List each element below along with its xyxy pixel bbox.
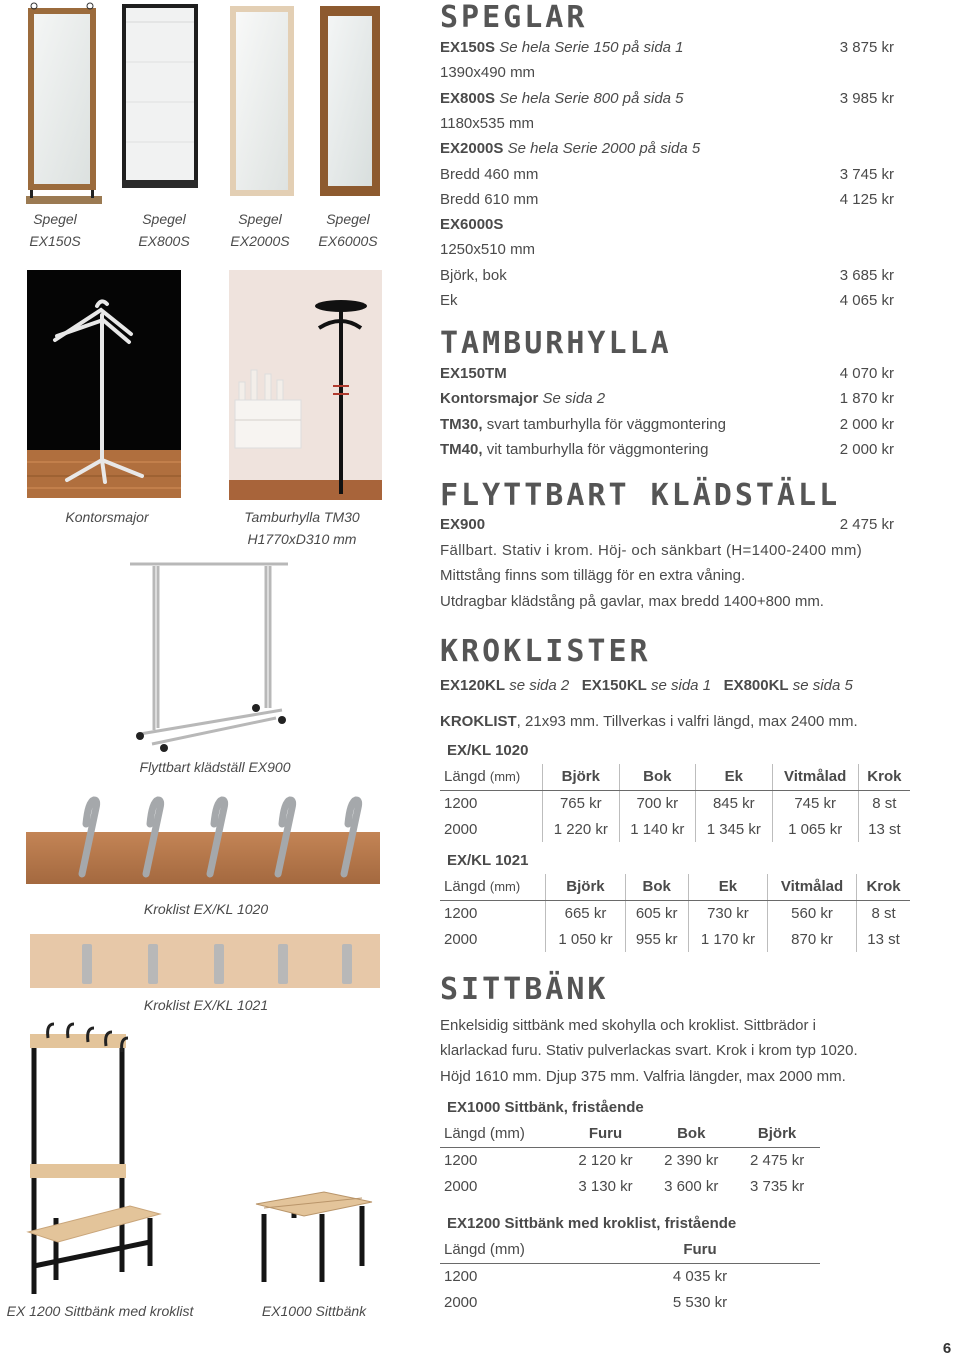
table-cell: 1200 (444, 1267, 478, 1285)
caption-line: Kroklist EX/KL 1020 (143, 901, 269, 917)
product-code: EX900 (440, 516, 486, 533)
product-text: 1180x535 mm (440, 114, 534, 132)
product-code: EX800S (440, 89, 496, 107)
column-header: Björk (734, 1121, 820, 1147)
product-text: 1390x490 mm (440, 64, 536, 82)
table-cell: 700 kr (619, 790, 696, 816)
table-cell: 13 st (857, 926, 910, 952)
table-cell: 2000 (444, 930, 478, 948)
description-line: Höjd 1610 mm. Djup 375 mm. Valfria längder, max 2000 mm. (440, 1067, 846, 1085)
klädställ-ex900-image (126, 558, 292, 756)
table-cell: 13 st (858, 816, 910, 842)
column-header: Vitmålad (767, 874, 856, 900)
description-text: , 21x93 mm. Tillverkas i valfri längd, max 2400 mm. (516, 713, 858, 730)
kroklist-1020-table-title: EX/KL 1020 (447, 742, 529, 759)
column-header: Krok (857, 874, 910, 900)
column-header: Björk (546, 874, 625, 900)
product-code: EX150TM (440, 365, 507, 382)
caption-line: H1770xD310 mm (247, 531, 357, 547)
ref-note: se sida 5 (792, 677, 853, 694)
ref-note: se sida 2 (509, 677, 570, 694)
product-note: Se hela Serie 150 på sida 1 (499, 39, 684, 56)
column-header: Bok (625, 874, 688, 900)
column-header: Vitmålad (772, 764, 858, 790)
kroklist-1020-caption (106, 898, 306, 920)
price: 2 000 kr (839, 415, 894, 433)
mirror-ex2000s-image (228, 4, 296, 198)
klädställ-caption (110, 756, 320, 778)
description-line: Utdragbar klädstång på gavlar, max bredd 1400+800 mm. (440, 592, 824, 610)
table-row (440, 1263, 820, 1289)
price: 4 065 kr (839, 292, 894, 309)
table-row (440, 1173, 820, 1199)
product-text: 1250x510 mm (440, 241, 536, 259)
table-cell: 2 390 kr (664, 1151, 719, 1169)
speglar-heading: SPEGLAR (440, 0, 588, 35)
table-header-row (440, 764, 910, 790)
product-code: Kontorsmajor (440, 390, 539, 408)
price: 2 475 kr (839, 516, 894, 533)
product-code: EX150S (440, 39, 496, 56)
tamburhylla-caption (222, 506, 382, 550)
price: 4 125 kr (839, 190, 894, 208)
product-text: Björk, bok (440, 266, 507, 284)
table-cell: 1200 (444, 794, 478, 812)
table-cell: 4 035 kr (672, 1267, 728, 1285)
product-note: Se hela Serie 2000 på sida 5 (507, 140, 701, 158)
product-note: Se sida 2 (542, 390, 606, 408)
price-row (440, 63, 896, 83)
table-header-row (440, 874, 910, 900)
price-row (440, 389, 896, 409)
product-text: vit tamburhylla för väggmontering (486, 440, 709, 458)
mirror-ex6000s-image (318, 4, 382, 198)
price-row (440, 240, 896, 260)
table-cell: 955 kr (625, 926, 688, 952)
ex1000-table-title: EX1000 Sittbänk, fristående (447, 1099, 644, 1116)
caption-line: Spegel (326, 211, 370, 227)
kroklist-1021-table-title: EX/KL 1021 (447, 852, 529, 869)
product-code: KROKLIST (440, 713, 517, 730)
header-label: Längd (444, 878, 486, 896)
price-row (440, 415, 896, 435)
mirror-ex150s-image (20, 2, 104, 208)
table-cell: 1200 (444, 1151, 478, 1169)
product-code: TM40, (440, 440, 483, 458)
tamburhylla-heading: TAMBURHYLLA (440, 326, 672, 361)
column-header: Längd (mm) (440, 1121, 563, 1147)
caption-line: Spegel (33, 211, 77, 227)
ref-code: EX120KL (440, 677, 506, 694)
product-text: Bredd 610 mm (440, 190, 539, 208)
ref-note: se sida 1 (651, 677, 712, 694)
table-cell: 765 kr (543, 790, 620, 816)
column-header (440, 764, 543, 790)
price: 3 875 kr (839, 39, 894, 56)
price-row (440, 114, 896, 134)
kroklister-references (440, 676, 896, 696)
product-text: Bredd 460 mm (440, 165, 539, 183)
caption-line: Tamburhylla TM30 (244, 509, 360, 525)
table-row (440, 816, 910, 842)
product-text: Ek (440, 292, 458, 309)
table-row (440, 1289, 820, 1315)
caption-line: EX800S (138, 233, 190, 249)
price-row (440, 190, 896, 210)
sittbank-heading: SITTBÄNK (440, 972, 609, 1007)
kontorsmajor-image (27, 270, 181, 498)
table-cell: 1 345 kr (696, 816, 773, 842)
table-cell: 1 065 kr (772, 816, 858, 842)
caption-line: Kroklist EX/KL 1021 (143, 997, 269, 1013)
column-header: Furu (563, 1121, 649, 1147)
klädställ-description (440, 538, 898, 614)
price-row (440, 364, 896, 384)
price-row (440, 291, 896, 311)
sittbank-ex1000-image (254, 1186, 374, 1286)
table-cell: 2000 (444, 820, 478, 838)
price: 3 685 kr (839, 266, 894, 284)
tamburhylla-tm30-image (229, 270, 382, 500)
price-row (440, 440, 896, 460)
table-cell: 665 kr (546, 900, 625, 926)
caption-line: EX2000S (230, 233, 290, 249)
table-cell: 845 kr (696, 790, 773, 816)
price: 3 745 kr (839, 165, 894, 183)
sittbank-ex1000-caption (234, 1300, 394, 1322)
description-line: Fällbart. Stativ i krom. Höj- och sänkbart (H=1400-2400 mm) (440, 542, 863, 559)
description-line: klarlackad furu. Stativ pulverlackas svart. Krok i krom typ 1020. (440, 1042, 858, 1060)
table-row (440, 790, 910, 816)
sittbank-description (440, 1013, 910, 1089)
kroklist-description (440, 712, 896, 732)
kroklist-1020-image (26, 794, 382, 888)
caption-line: Kontorsmajor (65, 509, 149, 525)
caption-line: EX6000S (318, 233, 378, 249)
column-header: Ek (688, 874, 767, 900)
column-header: Ek (696, 764, 773, 790)
klädställ-heading: FLYTTBART KLÄDSTÄLL (440, 478, 841, 513)
ref-code: EX150KL (581, 677, 647, 694)
table-cell: 2000 (444, 1293, 478, 1311)
column-header: Furu (580, 1237, 820, 1263)
price-row (440, 165, 896, 185)
caption-line: EX150S (29, 233, 81, 249)
caption-line: Spegel (142, 211, 186, 227)
price: 2 000 kr (839, 440, 894, 458)
table-cell: 2 120 kr (578, 1151, 633, 1169)
description-line: Enkelsidig sittbänk med skohylla och kroklist. Sittbrädor i (440, 1017, 816, 1034)
table-cell: 745 kr (772, 790, 858, 816)
caption-line: Spegel (238, 211, 282, 227)
table-cell: 1200 (444, 904, 478, 922)
column-header: Längd (mm) (440, 1237, 580, 1263)
table-row (440, 926, 910, 952)
price: 3 985 kr (839, 89, 894, 107)
price-row (440, 89, 896, 109)
table-cell: 8 st (857, 900, 910, 926)
product-code: TM30, (440, 415, 483, 433)
table-cell: 1 050 kr (546, 926, 625, 952)
kroklist-1020-price-table (440, 764, 910, 842)
table-cell: 1 220 kr (543, 816, 620, 842)
caption-line: EX1000 Sittbänk (261, 1303, 367, 1319)
table-cell: 2000 (444, 1177, 478, 1195)
ref-code: EX800KL (723, 677, 789, 694)
table-row (440, 1147, 820, 1173)
ex1200-price-table (440, 1237, 820, 1315)
price: 4 070 kr (839, 365, 894, 382)
ex1000-price-table (440, 1121, 820, 1199)
kroklist-1021-caption (106, 994, 306, 1016)
product-text: svart tamburhylla för väggmontering (486, 415, 726, 433)
header-label: Längd (444, 768, 486, 786)
description-line: Mittstång finns som tillägg för en extra våning. (440, 567, 746, 585)
table-cell: 1 140 kr (619, 816, 696, 842)
kroklister-heading: KROKLISTER (440, 634, 651, 669)
table-cell: 605 kr (625, 900, 688, 926)
kontorsmajor-caption (27, 506, 187, 528)
table-cell: 3 130 kr (578, 1177, 633, 1195)
column-header: Krok (858, 764, 910, 790)
mirror-ex800s-image (118, 2, 202, 192)
caption-line: Flyttbart klädställ EX900 (139, 759, 291, 775)
column-header: Björk (543, 764, 620, 790)
kroklist-1021-price-table (440, 874, 910, 952)
mirror-ex800s-caption (118, 208, 210, 252)
table-cell: 3 735 kr (749, 1177, 805, 1195)
mirror-ex150s-caption (10, 208, 100, 252)
price-row (440, 38, 896, 58)
sittbank-ex1200-caption (0, 1300, 200, 1322)
price: 1 870 kr (839, 390, 894, 408)
ex1200-table-title: EX1200 Sittbänk med kroklist, fristående (447, 1215, 737, 1232)
table-cell: 560 kr (767, 900, 856, 926)
price-row (440, 139, 896, 159)
product-code: EX2000S (440, 140, 504, 158)
column-header: Bok (648, 1121, 734, 1147)
product-code: EX6000S (440, 216, 504, 234)
product-note: Se hela Serie 800 på sida 5 (499, 89, 684, 107)
table-cell: 5 530 kr (672, 1293, 728, 1311)
table-cell: 3 600 kr (664, 1177, 719, 1195)
table-cell: 8 st (858, 790, 910, 816)
header-unit: (mm) (489, 879, 521, 895)
mirror-ex6000s-caption (302, 208, 394, 252)
klädställ-ex900-row (440, 515, 896, 535)
table-row (440, 900, 910, 926)
table-header-row (440, 1237, 820, 1263)
sittbank-ex1200-image (20, 1018, 162, 1300)
page-number: 6 (942, 1340, 952, 1357)
column-header (440, 874, 546, 900)
kroklist-1021-image (26, 930, 382, 990)
table-cell: 2 475 kr (749, 1151, 805, 1169)
header-unit: (mm) (489, 769, 521, 785)
price-row (440, 266, 896, 286)
caption-line: EX 1200 Sittbänk med kroklist (6, 1303, 194, 1319)
table-cell: 1 170 kr (688, 926, 767, 952)
mirror-ex2000s-caption (214, 208, 306, 252)
table-cell: 870 kr (767, 926, 856, 952)
table-cell: 730 kr (688, 900, 767, 926)
table-header-row (440, 1121, 820, 1147)
price-row (440, 215, 896, 235)
column-header: Bok (619, 764, 696, 790)
